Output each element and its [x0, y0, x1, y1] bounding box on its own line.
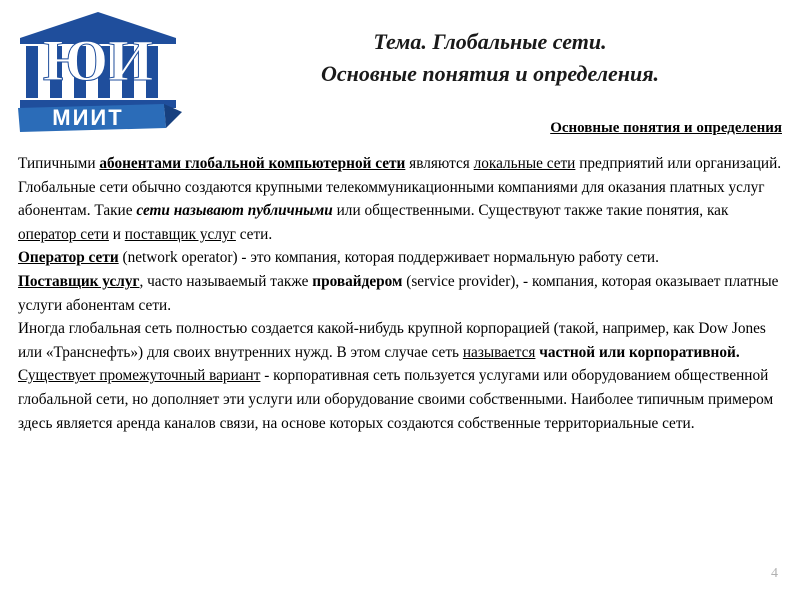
title-line-1: Тема. Глобальные сети. [373, 29, 607, 54]
p2-part-b: сети называют публичными [136, 202, 333, 220]
body-content [18, 152, 782, 435]
p1-part-e: предприятий или организаций. [575, 155, 782, 172]
p5-part-b: называется [462, 343, 536, 361]
paragraph-2 [18, 176, 782, 247]
p1-part-c: являются [405, 155, 474, 172]
paragraph-3 [18, 246, 782, 270]
paragraph-1 [18, 152, 782, 176]
p3-part-a: Оператор сети [18, 249, 119, 267]
p2-part-d: оператор сети [18, 225, 109, 243]
page-title [190, 26, 790, 90]
title-line-2: Основные понятия и определения. [320, 61, 660, 86]
logo-graphic [14, 8, 182, 136]
slide-number: 4 [771, 566, 778, 581]
p4-part-d: (service provider), - компания, которая оказывает платные услуги абонентам сети. [18, 272, 779, 314]
p1-part-d: локальные сети [473, 155, 576, 172]
yui-miit-logo [14, 8, 182, 136]
paragraph-5 [18, 317, 782, 364]
p6-part-a: Существует промежуточный вариант [18, 367, 261, 385]
p4-part-c: провайдером [312, 272, 403, 290]
p6-part-b: - корпоративная сеть пользуется услугами или оборудованием общественной глобальной сети, но дополняет эти услуги или оборудование своими собственными. Наиболее типичным примером здесь является аренда каналов связи, на основе которых создаются собственные территориальные сети. [18, 367, 774, 432]
p5-part-a: Иногда глобальная сеть полностью создается какой-нибудь крупной корпорацией (такой, например, как Dow Jones или «Транснефть») для своих внутренних нужд. В этом случае сеть [18, 320, 766, 361]
section-heading: Основные понятия и определения [550, 120, 782, 136]
p2-part-a: Глобальные сети обычно создаются крупными телекоммуникационными компаниями для оказания платных услуг абонентам. Такие [18, 178, 765, 220]
p4-part-a: Поставщик услуг [18, 272, 140, 290]
logo-letters: ЮИ [42, 28, 154, 93]
p1-part-b: абонентами глобальной компьютерной сети [99, 155, 406, 172]
p2-part-c: или общественными. Существуют также такие понятия, как [332, 202, 729, 220]
p1-part-a: Типичными [18, 155, 100, 172]
p3-part-b: (network operator) - это компания, которая поддерживает нормальную работу сети. [118, 249, 659, 267]
p2-part-g: сети. [235, 225, 273, 243]
p5-part-e: . [735, 343, 740, 361]
p4-part-b: , часто называемый также [139, 272, 313, 290]
logo-sub-letters: МИИТ [52, 105, 124, 130]
p2-part-f: поставщик услуг [124, 225, 236, 243]
p2-part-e: и [108, 225, 125, 243]
paragraph-6 [18, 364, 782, 435]
paragraph-4 [18, 270, 782, 317]
p5-part-d: частной или корпоративной [539, 343, 736, 361]
